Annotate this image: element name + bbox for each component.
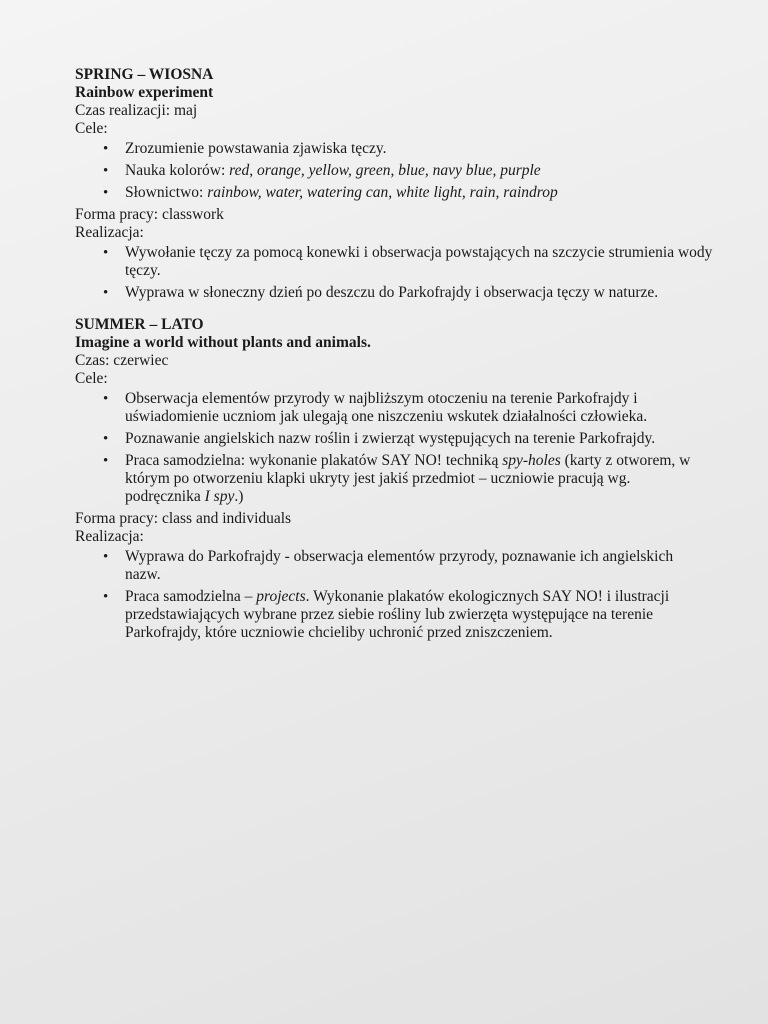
list-item: • Słownictwo: rainbow, water, watering can, white light, rain, raindrop bbox=[75, 184, 705, 202]
list-item: • Praca samodzielna: wykonanie plakatów SAY NO! techniką spy-holes (karty z otworem, w którym po otworzeniu klapki ukryty jest jakiś przedmiot – uczniowie pracują wg. podręcznika I spy.) bbox=[75, 452, 705, 506]
spring-title: SPRING – WIOSNA bbox=[75, 66, 214, 83]
list-item: • Obserwacja elementów przyrody w najbliższym otoczeniu na terenie Parkofrajdy i uświadomienie uczniom jak ulegają one niszczeniu wskutek działalności człowieka. bbox=[75, 390, 705, 426]
list-item: • Poznawanie angielskich nazw roślin i zwierząt występujących na terenie Parkofrajdy. bbox=[75, 430, 705, 448]
spring-time: Czas realizacji: maj bbox=[75, 102, 198, 119]
summer-work-form: Forma pracy: class and individuals bbox=[75, 510, 292, 527]
list-item: • Zrozumienie powstawania zjawiska tęczy. bbox=[75, 140, 705, 158]
spring-section bbox=[75, 66, 728, 302]
spring-work-form: Forma pracy: classwork bbox=[75, 206, 224, 223]
summer-subtitle: Imagine a world without plants and animals. bbox=[75, 334, 371, 351]
list-item: • Wywołanie tęczy za pomocą konewki i obserwacja powstających na szczycie strumienia wody tęczy. bbox=[75, 244, 728, 280]
summer-realization-list bbox=[75, 548, 728, 642]
spring-goals-list bbox=[75, 140, 728, 202]
spring-realization-label: Realizacja: bbox=[75, 224, 144, 241]
list-item: • Wyprawa do Parkofrajdy - obserwacja elementów przyrody, poznawanie ich angielskich nazw. bbox=[75, 548, 705, 584]
summer-goals-label: Cele: bbox=[75, 370, 108, 387]
summer-time: Czas: czerwiec bbox=[75, 352, 169, 369]
spring-goals-label: Cele: bbox=[75, 120, 108, 137]
spring-realization-list bbox=[75, 244, 728, 302]
list-item: • Nauka kolorów: red, orange, yellow, green, blue, navy blue, purple bbox=[75, 162, 705, 180]
summer-realization-label: Realizacja: bbox=[75, 528, 144, 545]
spring-subtitle: Rainbow experiment bbox=[75, 84, 214, 101]
summer-goals-list bbox=[75, 390, 728, 506]
list-item: • Wyprawa w słoneczny dzień po deszczu do Parkofrajdy i obserwacja tęczy w naturze. bbox=[75, 284, 728, 302]
summer-title: SUMMER – LATO bbox=[75, 316, 204, 333]
summer-section bbox=[75, 316, 728, 642]
list-item: • Praca samodzielna – projects. Wykonanie plakatów ekologicznych SAY NO! i ilustracji przedstawiających wybrane przez siebie rośliny lub zwierzęta występujące na terenie Parkofrajdy, które uczniowie chcieliby uchronić przed zniszczeniem. bbox=[75, 588, 705, 642]
